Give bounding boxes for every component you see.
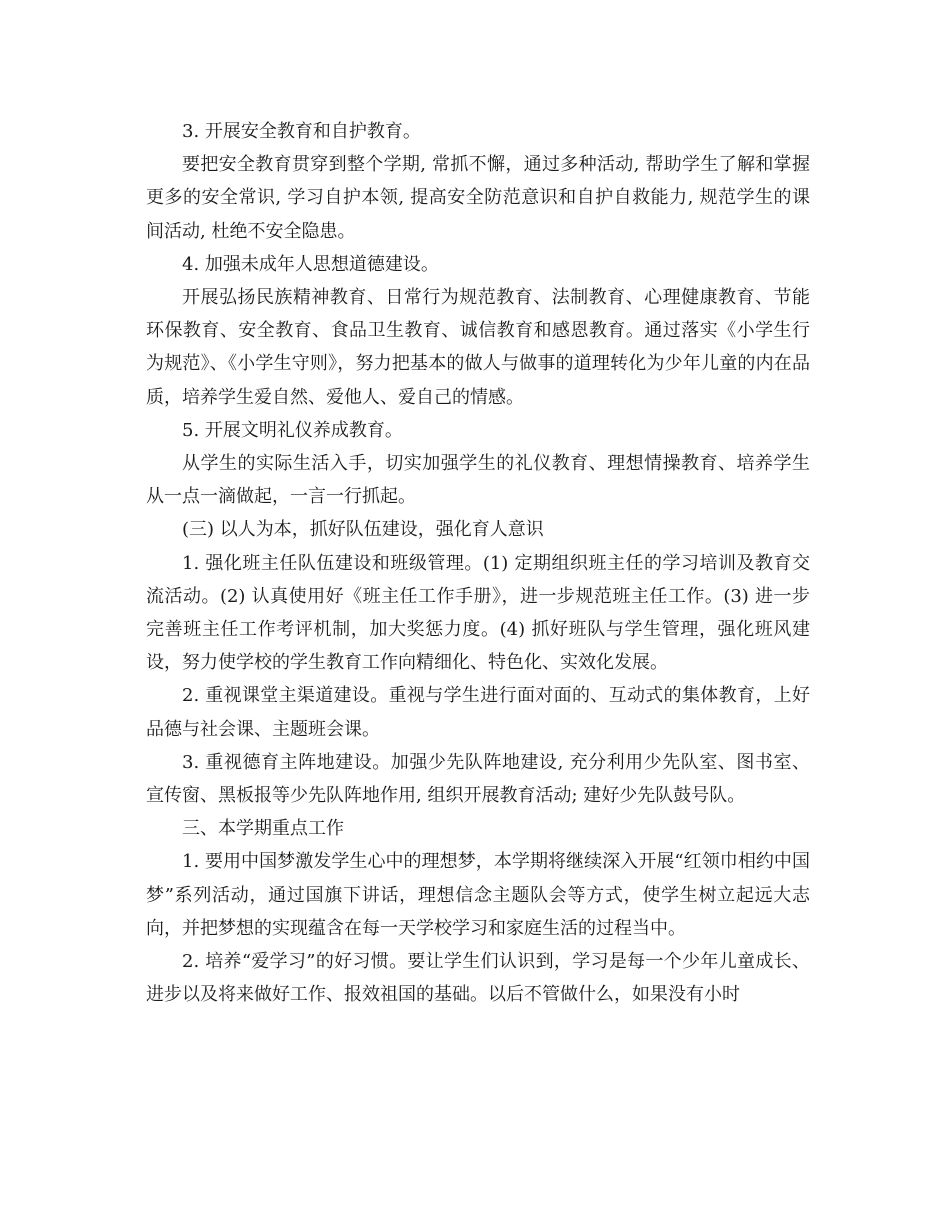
paragraph-heading-etiquette-education: 5. 开展文明礼仪养成教育。 <box>182 419 403 441</box>
section-heading-key-work: 三、本学期重点工作 <box>182 818 344 840</box>
paragraph-class-teacher-management: 1. 强化班主任队伍建设和班级管理。(1) 定期组织班主任的学习培训及教育交流活动。(2) 认真使用好《班主任工作手册》，进一步规范班主任工作。(3) 进一步完善班主任工作考评机制，加大奖惩力度。(4) 抓好班队与学生管理，强化班风建设，努力使学校的学生教育工作向精细化、特色化、实效化发展。 <box>146 552 810 674</box>
section-heading-team-building: (三) 以人为本，抓好队伍建设，强化育人意识 <box>182 519 544 541</box>
paragraph-heading-safety-education: 3. 开展安全教育和自护教育。 <box>182 121 421 142</box>
paragraph-moral-position: 3. 重视德育主阵地建设。加强少先队阵地建设, 充分利用少先队室、图书室、宣传窗、黑板报等少先队阵地作用, 组织开展教育活动; 建好少先队鼓号队。 <box>146 751 810 807</box>
paragraph-learning-habit: 2. 培养“爱学习”的好习惯。要让学生们认识到，学习是每一个少年儿童成长、进步以及将来做好工作、报效祖国的基础。以后不管做什么，如果没有小时 <box>146 951 810 1006</box>
paragraph-etiquette-education: 从学生的实际生活入手，切实加强学生的礼仪教育、理想情操教育、培养学生从一点一滴做起，一言一行抓起。 <box>146 453 810 508</box>
document-body <box>146 115 810 1011</box>
paragraph-classroom-channel: 2. 重视课堂主渠道建设。重视与学生进行面对面的、互动式的集体教育，上好品德与社会课、主题班会课。 <box>146 685 810 740</box>
paragraph-heading-moral-construction: 4. 加强未成年人思想道德建设。 <box>182 253 439 275</box>
paragraph-china-dream: 1. 要用中国梦激发学生心中的理想梦，本学期将继续深入开展“红领巾相约中国梦”系列活动，通过国旗下讲话，理想信念主题队会等方式，使学生树立起远大志向，并把梦想的实现蕴含在每一天学校学习和家庭生活的过程当中。 <box>146 851 810 939</box>
paragraph-safety-education: 要把安全教育贯穿到整个学期, 常抓不懈，通过多种活动, 帮助学生了解和掌握更多的安全常识, 学习自护本领, 提高安全防范意识和自护自救能力, 规范学生的课间活动, 杜绝不安全隐患。 <box>146 154 810 242</box>
paragraph-moral-construction: 开展弘扬民族精神教育、日常行为规范教育、法制教育、心理健康教育、节能环保教育、安全教育、食品卫生教育、诚信教育和感恩教育。通过落实《小学生行为规范》、《小学生守则》，努力把基本的做人与做事的道理转化为少年儿童的内在品质，培养学生爱自然、爱他人、爱自己的情感。 <box>146 287 810 408</box>
